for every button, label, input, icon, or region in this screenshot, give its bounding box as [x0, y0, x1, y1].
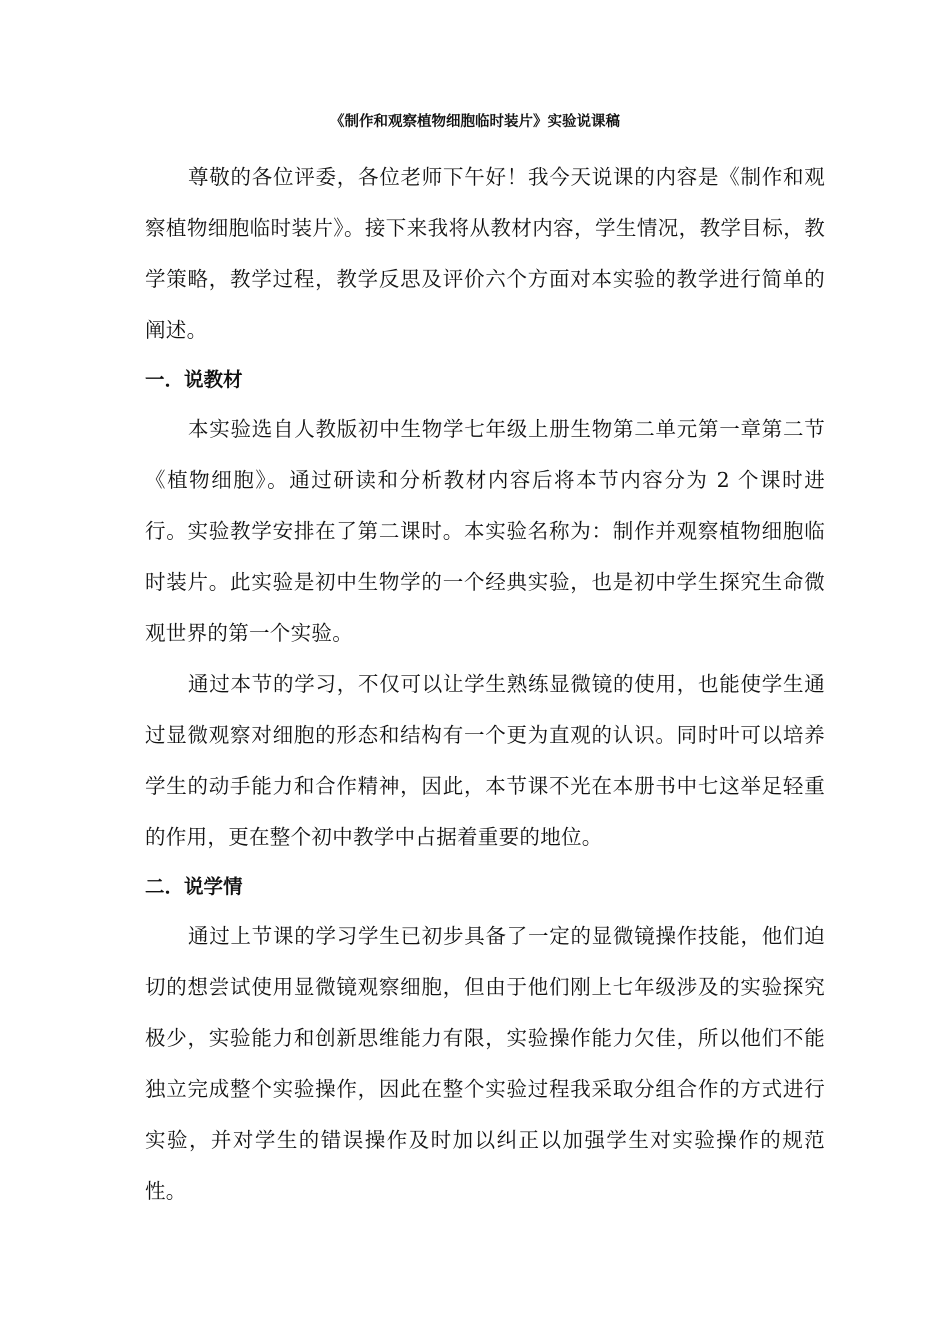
section-heading-learners: 二．说学情 [145, 875, 243, 898]
learners-paragraph-1: 通过上节课的学习学生已初步具备了一定的显微镜操作技能，他们迫切的想尝试使用显微镜观察细胞，但由于他们刚上七年级涉及的实验探究极少，实验能力和创新思维能力有限，实验操作能力欠佳，所以他们不能独立完成整个实验操作，因此在整个实验过程我采取分组合作的方式进行实验，并对学生的错误操作及时加以纠正以加强学生对实验操作的规范性。 [145, 924, 825, 1203]
document-body [145, 152, 825, 1217]
document-title: 《制作和观察植物细胞临时装片》实验说课稿 [330, 114, 620, 130]
textbook-paragraph-1: 本实验选自人教版初中生物学七年级上册生物第二单元第一章第二节《植物细胞》。通过研读和分析教材内容后将本节内容分为 2 个课时进行。实验教学安排在了第二课时。本实验名称为：制作并观察植物细胞临时装片。此实验是初中生物学的一个经典实验，也是初中学生探究生命微观世界的第一个实验。 [145, 417, 825, 645]
intro-paragraph: 尊敬的各位评委，各位老师下午好！我今天说课的内容是《制作和观察植物细胞临时装片》。接下来我将从教材内容，学生情况，教学目标，教学策略，教学过程，教学反思及评价六个方面对本实验的教学进行简单的阐述。 [145, 165, 825, 342]
section-heading-textbook: 一．说教材 [145, 368, 243, 391]
textbook-paragraph-2: 通过本节的学习，不仅可以让学生熟练显微镜的使用，也能使学生通过显微观察对细胞的形态和结构有一个更为直观的认识。同时叶可以培养学生的动手能力和合作精神，因此，本节课不光在本册书中七这举足轻重的作用，更在整个初中教学中占据着重要的地位。 [145, 672, 825, 849]
